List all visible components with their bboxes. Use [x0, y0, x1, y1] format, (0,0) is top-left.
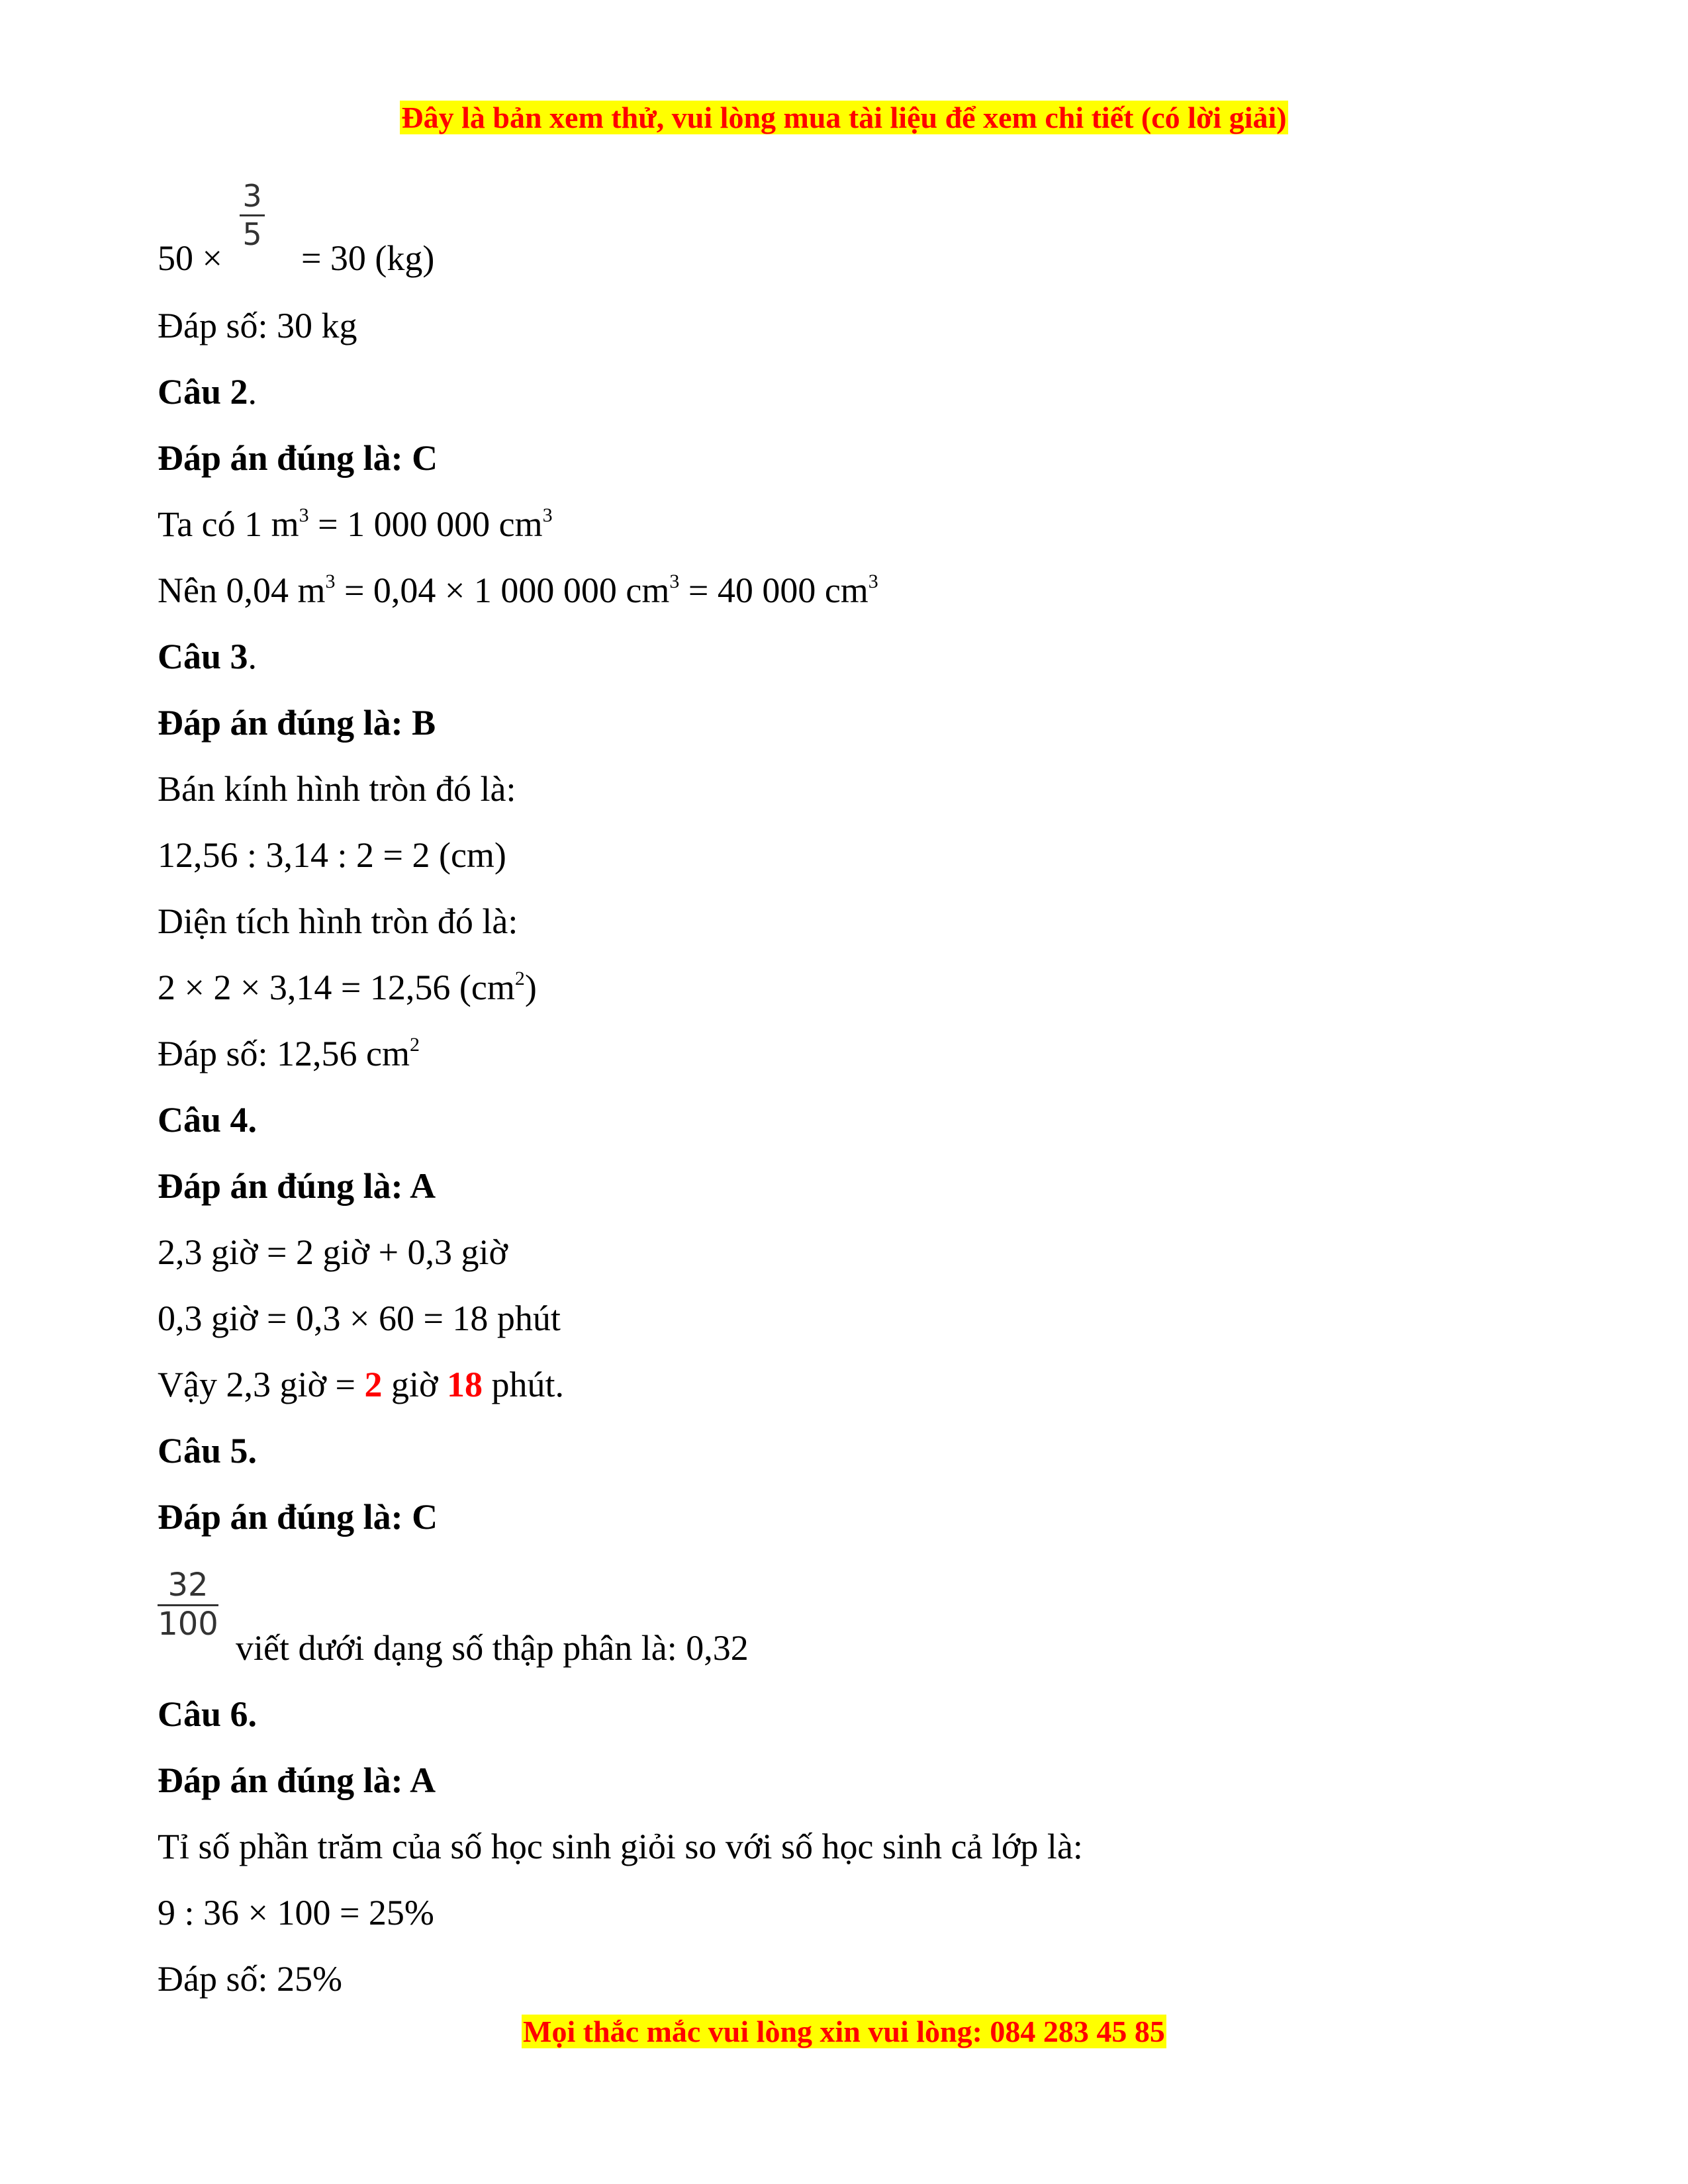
q2-l1-b-sup: 3 — [542, 504, 553, 526]
q4-line-2: 0,3 giờ = 0,3 × 60 = 18 phút — [158, 1298, 561, 1338]
q6-title: Câu 6. — [158, 1694, 258, 1734]
q4-l3-b: giờ — [382, 1365, 447, 1404]
q4-l3-a: Vậy 2,3 giờ = — [158, 1365, 365, 1404]
fraction-numerator: 3 — [242, 178, 262, 214]
q4-answer: Đáp án đúng là: A — [158, 1166, 436, 1206]
q1-calculation — [158, 237, 434, 279]
q5-fraction — [158, 1566, 218, 1642]
q2-l2-c-sup: 3 — [868, 570, 878, 592]
q1-fraction — [240, 177, 265, 252]
q2-title-punct: . — [248, 372, 258, 412]
q1-calc-suffix: = 30 (kg) — [301, 238, 435, 278]
q2-line-2 — [158, 569, 878, 612]
q3-title — [158, 635, 257, 678]
q4-title: Câu 4. — [158, 1100, 258, 1140]
q6-answer: Đáp án đúng là: A — [158, 1760, 436, 1800]
preview-notice-banner — [0, 98, 1688, 138]
q3-l5-a: Đáp số: 12,56 cm — [158, 1034, 410, 1073]
q6-line-3: Đáp số: 25% — [158, 1959, 342, 1999]
q2-title — [158, 371, 257, 413]
q1-calc-prefix: 50 × — [158, 238, 222, 278]
contact-notice-text: Mọi thắc mắc vui lòng xin vui lòng: 084 283 45 85 — [523, 2015, 1165, 2048]
q5-text: viết dưới dạng số thập phân là: 0,32 — [236, 1628, 749, 1668]
q2-l2-b: = 0,04 × 1 000 000 cm — [335, 570, 670, 610]
q3-l4-a: 2 × 2 × 3,14 = 12,56 (cm — [158, 968, 515, 1007]
q2-l2-b-sup: 3 — [669, 570, 680, 592]
fraction-denominator: 100 — [158, 1606, 218, 1643]
q6-line-2: 9 : 36 × 100 = 25% — [158, 1893, 434, 1933]
q4-line-3 — [158, 1363, 564, 1406]
q2-l2-c: = 40 000 cm — [679, 570, 868, 610]
q2-l1-a-sup: 3 — [299, 504, 309, 526]
q3-l5-sup: 2 — [409, 1034, 420, 1056]
q4-line-1: 2,3 giờ = 2 giờ + 0,3 giờ — [158, 1232, 508, 1272]
q3-line-2: 12,56 : 3,14 : 2 = 2 (cm) — [158, 835, 506, 875]
q3-l4-b: ) — [524, 968, 537, 1007]
q4-minutes-highlight: 18 — [447, 1365, 483, 1404]
q2-l1-b: = 1 000 000 cm — [308, 504, 543, 544]
q3-line-1: Bán kính hình tròn đó là: — [158, 769, 516, 809]
q4-l3-c: phút. — [483, 1365, 565, 1404]
q3-l4-sup: 2 — [514, 968, 525, 989]
q5-answer: Đáp án đúng là: C — [158, 1497, 438, 1537]
preview-notice-text: Đây là bản xem thử, vui lòng mua tài liệu để xem chi tiết (có lời giải) — [401, 101, 1287, 134]
q3-line-3: Diện tích hình tròn đó là: — [158, 901, 518, 941]
q6-line-1: Tỉ số phần trăm của số học sinh giỏi so với số học sinh cả lớp là: — [158, 1827, 1083, 1866]
q3-line-5 — [158, 1032, 420, 1075]
q3-line-4 — [158, 966, 537, 1009]
contact-notice-banner — [0, 2012, 1688, 2052]
q5-title: Câu 5. — [158, 1431, 258, 1471]
q2-l2-a-sup: 3 — [325, 570, 336, 592]
q2-l1-a: Ta có 1 m — [158, 504, 299, 544]
q3-title-punct: . — [248, 637, 258, 676]
q2-l2-a: Nên 0,04 m — [158, 570, 326, 610]
q3-title-text: Câu 3 — [158, 637, 248, 676]
fraction-denominator: 5 — [242, 216, 262, 252]
q1-result: Đáp số: 30 kg — [158, 306, 357, 345]
q2-answer: Đáp án đúng là: C — [158, 438, 438, 478]
fraction-numerator: 32 — [167, 1567, 209, 1604]
q4-hours-highlight: 2 — [364, 1365, 383, 1404]
q2-line-1 — [158, 503, 553, 545]
q3-answer: Đáp án đúng là: B — [158, 703, 436, 743]
q2-title-text: Câu 2 — [158, 372, 248, 412]
